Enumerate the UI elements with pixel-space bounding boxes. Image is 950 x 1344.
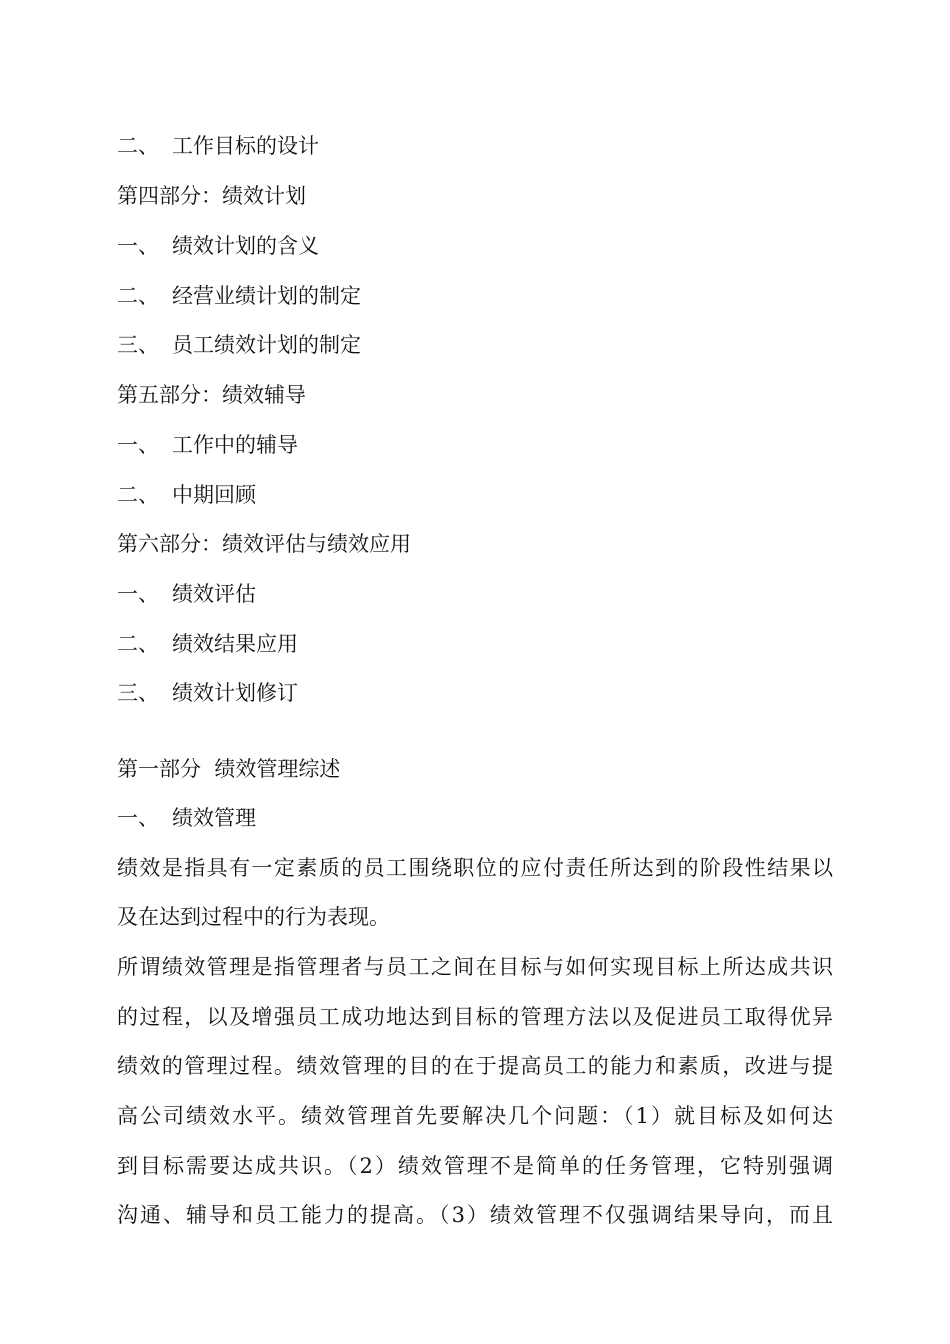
outline-item xyxy=(117,232,319,260)
paragraph-line: 绩效的管理过程。绩效管理的目的在于提高员工的能力和素质，改进与提 xyxy=(117,1054,833,1078)
outline-part-heading xyxy=(117,530,411,558)
outline-text: 绩效计划修订 xyxy=(172,681,298,705)
subsection-heading xyxy=(117,804,256,832)
paragraph-line: 到目标需要达成共识。（2）绩效管理不是简单的任务管理，它特别强调 xyxy=(117,1154,833,1178)
outline-number: 三、 xyxy=(117,333,159,357)
outline-number: 一、 xyxy=(117,582,159,606)
outline-text: 工作目标的设计 xyxy=(172,134,319,158)
outline-text: 绩效结果应用 xyxy=(172,632,298,656)
paragraph-line: 高公司绩效水平。绩效管理首先要解决几个问题：（1）就目标及如何达 xyxy=(117,1104,833,1128)
outline-text: 中期回顾 xyxy=(172,483,256,507)
paragraph-line: 的过程，以及增强员工成功地达到目标的管理方法以及促进员工取得优异 xyxy=(117,1005,833,1029)
outline-item xyxy=(117,481,256,509)
section-title: 第一部分 绩效管理综述 xyxy=(117,757,341,781)
outline-item xyxy=(117,431,298,459)
outline-item xyxy=(117,630,298,658)
subsection-text: 绩效管理 xyxy=(172,806,256,830)
outline-number: 二、 xyxy=(117,284,159,308)
outline-item xyxy=(117,132,319,160)
outline-number: 二、 xyxy=(117,134,159,158)
outline-number: 二、 xyxy=(117,483,159,507)
outline-part-heading xyxy=(117,381,306,409)
paragraph-line: 所谓绩效管理是指管理者与员工之间在目标与如何实现目标上所达成共识 xyxy=(117,955,833,979)
outline-text: 绩效评估 xyxy=(172,582,256,606)
outline-text: 绩效计划的含义 xyxy=(172,234,319,258)
outline-text: 员工绩效计划的制定 xyxy=(172,333,361,357)
outline-text: 经营业绩计划的制定 xyxy=(172,284,361,308)
outline-item xyxy=(117,580,256,608)
outline-text: 第四部分：绩效计划 xyxy=(117,184,306,208)
paragraph-line: 绩效是指具有一定素质的员工围绕职位的应付责任所达到的阶段性结果以 xyxy=(117,856,833,880)
outline-item xyxy=(117,679,298,707)
outline-item xyxy=(117,331,361,359)
outline-number: 一、 xyxy=(117,433,159,457)
outline-number: 一、 xyxy=(117,234,159,258)
outline-text: 第六部分：绩效评估与绩效应用 xyxy=(117,532,411,556)
outline-item xyxy=(117,282,361,310)
subsection-number: 一、 xyxy=(117,806,159,830)
outline-number: 三、 xyxy=(117,681,159,705)
paragraph-line: 沟通、辅导和员工能力的提高。（3）绩效管理不仅强调结果导向，而且 xyxy=(117,1203,833,1227)
outline-part-heading xyxy=(117,182,306,210)
outline-text: 第五部分：绩效辅导 xyxy=(117,383,306,407)
paragraph-line: 及在达到过程中的行为表现。 xyxy=(117,905,390,929)
outline-text: 工作中的辅导 xyxy=(172,433,298,457)
outline-number: 二、 xyxy=(117,632,159,656)
